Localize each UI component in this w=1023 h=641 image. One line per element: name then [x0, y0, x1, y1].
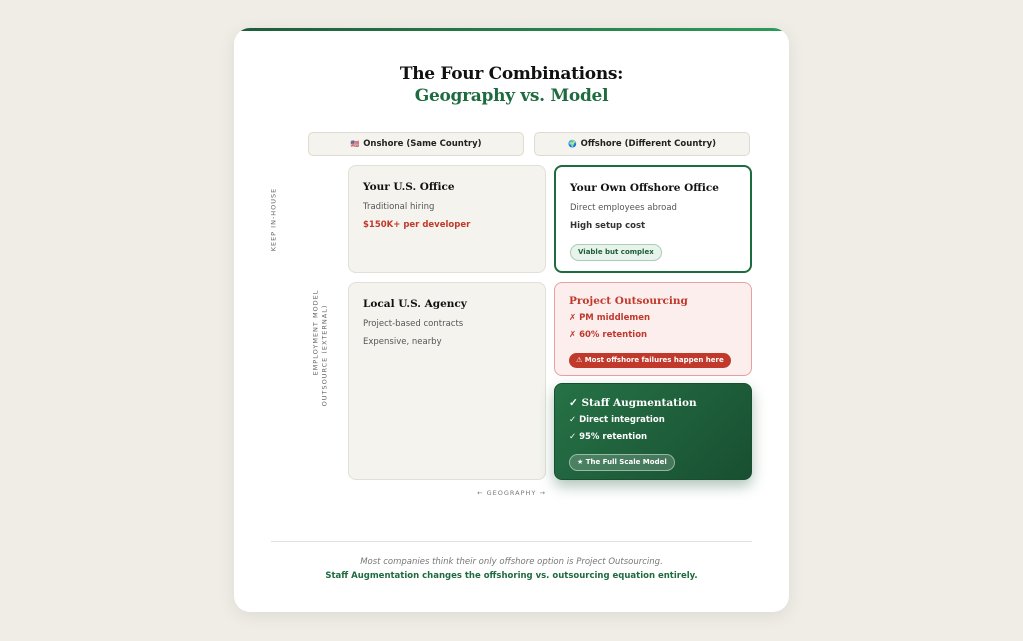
cell-drawback: ✗ 60% retention [569, 330, 648, 340]
cell-benefit: ✓ Direct integration [569, 415, 665, 425]
status-badge: Viable but complex [570, 244, 662, 261]
cell-staff-augmentation [554, 383, 752, 480]
cell-title: ✓ Staff Augmentation [569, 397, 697, 409]
axis-label-geography: ← GEOGRAPHY → [477, 489, 546, 497]
us-flag-icon: 🇺🇸 [350, 140, 360, 148]
cell-title: Your U.S. Office [363, 181, 455, 193]
axis-label-employment-model: EMPLOYMENT MODEL [311, 289, 320, 376]
row-label-outsource: OUTSOURCE (EXTERNAL) [320, 304, 329, 407]
page-title: The Four Combinations: [399, 64, 624, 84]
column-header-label: Offshore (Different Country) [580, 139, 717, 149]
cell-description: Traditional hiring [363, 202, 435, 212]
column-header-offshore [534, 132, 750, 156]
cell-title: Project Outsourcing [569, 295, 688, 307]
cell-description: Project-based contracts [363, 319, 464, 329]
cell-local-agency [348, 282, 546, 480]
cell-drawback: ✗ PM middlemen [569, 313, 651, 323]
cell-project-outsourcing [554, 282, 752, 376]
cell-us-office [348, 165, 546, 273]
cell-description: Direct employees abroad [570, 203, 677, 213]
column-header-onshore [308, 132, 524, 156]
row-label-keep-in-house: KEEP IN-HOUSE [269, 187, 278, 252]
footer-note: Most companies think their only offshore option is Project Outsourcing. [360, 557, 663, 567]
card-accent-bar [234, 28, 789, 31]
warning-badge: ⚠ Most offshore failures happen here [569, 353, 731, 368]
footer-highlight: Staff Augmentation changes the offshoring vs. outsourcing equation entirely. [325, 571, 698, 581]
globe-icon: 🌍 [567, 140, 577, 148]
page-subtitle: Geography vs. Model [414, 86, 609, 106]
cell-title: Local U.S. Agency [363, 298, 467, 310]
cell-cost: High setup cost [570, 221, 646, 231]
cell-note: Expensive, nearby [363, 337, 442, 347]
combinations-card [234, 28, 789, 612]
cell-own-offshore-office [554, 165, 752, 273]
column-header-label: Onshore (Same Country) [363, 139, 482, 149]
cell-cost: $150K+ per developer [363, 220, 471, 230]
cell-title: Your Own Offshore Office [570, 182, 719, 194]
cell-benefit: ✓ 95% retention [569, 432, 648, 442]
divider [271, 541, 752, 542]
highlight-badge: ★ The Full Scale Model [569, 454, 675, 471]
